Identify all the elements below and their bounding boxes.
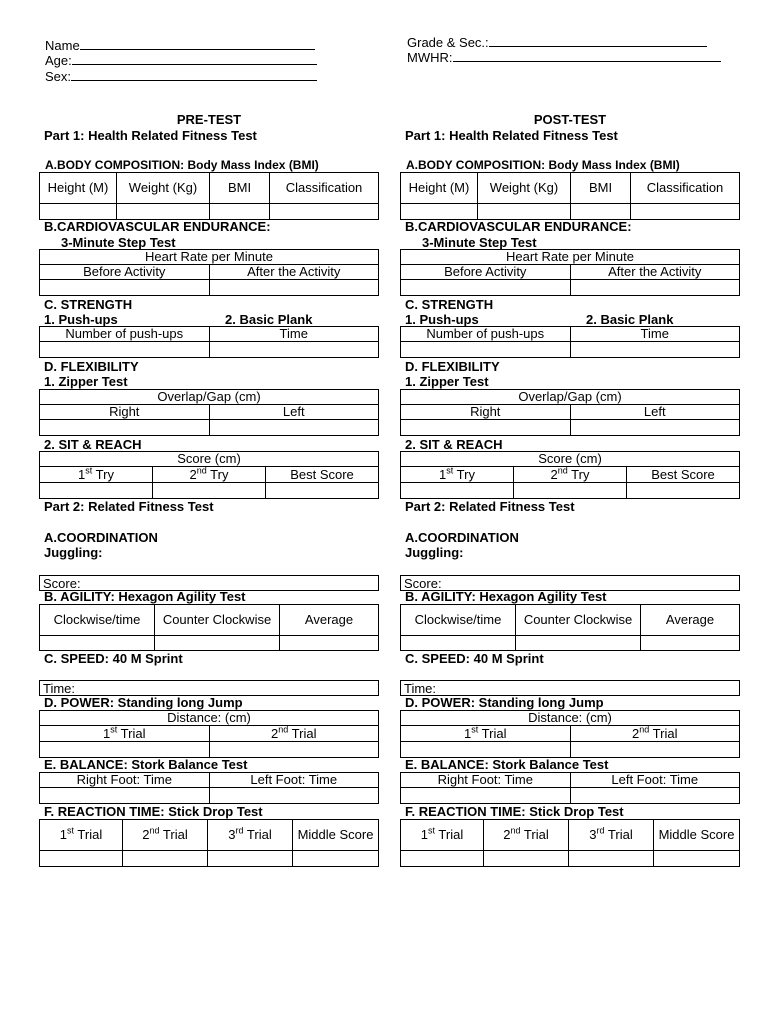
- name-label: Name: [45, 38, 80, 53]
- balance-table: [39, 772, 379, 804]
- second-trial-cell[interactable]: [570, 742, 740, 758]
- before-activity-cell[interactable]: [40, 280, 210, 296]
- sex-field: [45, 69, 317, 84]
- height-cell[interactable]: [40, 204, 117, 220]
- pushups-heading: 1. Push-ups: [405, 312, 479, 327]
- first-trial-header: 1st Trial: [401, 726, 571, 742]
- strength-table: [400, 326, 740, 358]
- left-foot-cell[interactable]: [209, 788, 379, 804]
- height-header: Height (M): [401, 173, 478, 204]
- name-field: [45, 38, 315, 53]
- sex-label: Sex:: [45, 69, 72, 84]
- agility-table: [39, 604, 379, 651]
- bmi-header: BMI: [571, 173, 631, 204]
- juggling-heading: Juggling:: [44, 545, 103, 560]
- third-trial-cell[interactable]: [569, 851, 654, 867]
- first-trial-header: 1st Trial: [401, 820, 484, 851]
- middle-score-header: Middle Score: [654, 820, 740, 851]
- sit-reach-table: [400, 451, 740, 499]
- zipper-left-cell[interactable]: [570, 420, 740, 436]
- second-trial-cell[interactable]: [209, 742, 379, 758]
- reaction-heading: F. REACTION TIME: Stick Drop Test: [405, 804, 624, 819]
- name-input-line[interactable]: [80, 38, 315, 50]
- left-foot-header: Left Foot: Time: [209, 773, 379, 788]
- bmi-header: BMI: [210, 173, 270, 204]
- second-try-cell[interactable]: [514, 483, 627, 499]
- classification-cell[interactable]: [631, 204, 740, 220]
- best-score-cell[interactable]: [627, 483, 740, 499]
- height-cell[interactable]: [401, 204, 478, 220]
- score-cm-header: Score (cm): [40, 452, 379, 467]
- best-score-cell[interactable]: [266, 483, 379, 499]
- zipper-table: [39, 389, 379, 436]
- before-activity-header: Before Activity: [401, 265, 571, 280]
- age-input-line[interactable]: [72, 53, 317, 65]
- second-trial-header: 2nd Trial: [484, 820, 569, 851]
- height-header: Height (M): [40, 173, 117, 204]
- test-title: POST-TEST: [533, 112, 607, 127]
- sprint-time-box[interactable]: [400, 680, 740, 696]
- num-pushups-header: Number of push-ups: [401, 327, 571, 342]
- counter-clockwise-header: Counter Clockwise: [155, 605, 280, 636]
- juggling-heading: Juggling:: [405, 545, 464, 560]
- left-foot-header: Left Foot: Time: [570, 773, 740, 788]
- zipper-right-cell[interactable]: [401, 420, 571, 436]
- bmi-table: [400, 172, 740, 220]
- part1-heading: Part 1: Health Related Fitness Test: [44, 128, 257, 143]
- heart-rate-header: Heart Rate per Minute: [40, 250, 379, 265]
- before-activity-header: Before Activity: [40, 265, 210, 280]
- after-activity-header: After the Activity: [570, 265, 740, 280]
- second-try-header: 2nd Try: [514, 467, 627, 483]
- sprint-time-box[interactable]: [39, 680, 379, 696]
- balance-table: [400, 772, 740, 804]
- classification-header: Classification: [631, 173, 740, 204]
- after-activity-cell[interactable]: [209, 280, 379, 296]
- sit-reach-table: [39, 451, 379, 499]
- sex-input-line[interactable]: [71, 69, 317, 81]
- first-trial-cell[interactable]: [401, 851, 484, 867]
- step-test-heading: 3-Minute Step Test: [61, 235, 176, 250]
- right-foot-cell[interactable]: [401, 788, 571, 804]
- plank-heading: 2. Basic Plank: [225, 312, 313, 327]
- flexibility-heading: D. FLEXIBILITY: [44, 359, 139, 374]
- bmi-cell[interactable]: [571, 204, 631, 220]
- part1-heading: Part 1: Health Related Fitness Test: [405, 128, 618, 143]
- zipper-right-cell[interactable]: [40, 420, 210, 436]
- power-table: [39, 710, 379, 758]
- cardio-heading: B.CARDIOVASCULAR ENDURANCE:: [44, 219, 271, 234]
- left-header: Left: [570, 405, 740, 420]
- zipper-heading: 1. Zipper Test: [405, 374, 489, 389]
- plank-time-header: Time: [209, 327, 379, 342]
- right-foot-header: Right Foot: Time: [401, 773, 571, 788]
- cardio-table: [400, 249, 740, 296]
- left-foot-cell[interactable]: [570, 788, 740, 804]
- first-trial-header: 1st Trial: [40, 726, 210, 742]
- cardio-table: [39, 249, 379, 296]
- best-score-header: Best Score: [266, 467, 379, 483]
- best-score-header: Best Score: [627, 467, 740, 483]
- score-label: Score:: [43, 576, 81, 591]
- average-header: Average: [280, 605, 379, 636]
- test-title: PRE-TEST: [176, 112, 242, 127]
- distance-header: Distance: (cm): [40, 711, 379, 726]
- weight-cell[interactable]: [117, 204, 210, 220]
- plank-time-cell[interactable]: [209, 342, 379, 358]
- first-trial-cell[interactable]: [401, 742, 571, 758]
- right-header: Right: [401, 405, 571, 420]
- flexibility-heading: D. FLEXIBILITY: [405, 359, 500, 374]
- classification-header: Classification: [270, 173, 379, 204]
- body-composition-heading: A.BODY COMPOSITION: Body Mass Index (BMI): [45, 158, 319, 172]
- plank-heading: 2. Basic Plank: [586, 312, 674, 327]
- mwhr-input-line[interactable]: [453, 50, 721, 62]
- agility-heading: B. AGILITY: Hexagon Agility Test: [405, 589, 607, 604]
- first-trial-cell[interactable]: [40, 851, 123, 867]
- right-foot-header: Right Foot: Time: [40, 773, 210, 788]
- second-try-cell[interactable]: [153, 483, 266, 499]
- plank-time-cell[interactable]: [570, 342, 740, 358]
- second-trial-header: 2nd Trial: [570, 726, 740, 742]
- sit-reach-heading: 2. SIT & REACH: [44, 437, 142, 452]
- coordination-heading: A.COORDINATION: [44, 530, 158, 545]
- age-field: [45, 53, 317, 68]
- middle-score-cell[interactable]: [293, 851, 379, 867]
- middle-score-header: Middle Score: [293, 820, 379, 851]
- balance-heading: E. BALANCE: Stork Balance Test: [44, 757, 248, 772]
- time-label: Time:: [404, 681, 437, 696]
- grade-field: [407, 35, 707, 50]
- clockwise-cell[interactable]: [40, 636, 155, 651]
- reaction-table: [39, 819, 379, 867]
- bmi-cell[interactable]: [210, 204, 270, 220]
- pushups-cell[interactable]: [401, 342, 571, 358]
- second-trial-cell[interactable]: [123, 851, 208, 867]
- average-cell[interactable]: [280, 636, 379, 651]
- strength-heading: C. STRENGTH: [44, 297, 133, 312]
- plank-time-header: Time: [570, 327, 740, 342]
- weight-header: Weight (Kg): [478, 173, 571, 204]
- reaction-table: [400, 819, 740, 867]
- speed-heading: C. SPEED: 40 M Sprint: [405, 651, 544, 666]
- third-trial-header: 3rd Trial: [208, 820, 293, 851]
- part2-heading: Part 2: Related Fitness Test: [44, 499, 214, 514]
- time-label: Time:: [43, 681, 76, 696]
- mwhr-label: MWHR:: [407, 50, 453, 65]
- right-header: Right: [40, 405, 210, 420]
- clockwise-cell[interactable]: [401, 636, 516, 651]
- step-test-heading: 3-Minute Step Test: [422, 235, 537, 250]
- right-foot-cell[interactable]: [40, 788, 210, 804]
- pushups-cell[interactable]: [40, 342, 210, 358]
- first-try-cell[interactable]: [401, 483, 514, 499]
- first-trial-header: 1st Trial: [40, 820, 123, 851]
- first-try-header: 1st Try: [401, 467, 514, 483]
- first-try-header: 1st Try: [40, 467, 153, 483]
- balance-heading: E. BALANCE: Stork Balance Test: [405, 757, 609, 772]
- second-trial-cell[interactable]: [484, 851, 569, 867]
- overlap-header: Overlap/Gap (cm): [40, 390, 379, 405]
- left-header: Left: [209, 405, 379, 420]
- weight-cell[interactable]: [478, 204, 571, 220]
- counter-cell[interactable]: [516, 636, 641, 651]
- third-trial-header: 3rd Trial: [569, 820, 654, 851]
- body-composition-heading: A.BODY COMPOSITION: Body Mass Index (BMI): [406, 158, 680, 172]
- clockwise-header: Clockwise/time: [401, 605, 516, 636]
- score-cm-header: Score (cm): [401, 452, 740, 467]
- zipper-left-cell[interactable]: [209, 420, 379, 436]
- first-try-cell[interactable]: [40, 483, 153, 499]
- after-activity-header: After the Activity: [209, 265, 379, 280]
- part2-heading: Part 2: Related Fitness Test: [405, 499, 575, 514]
- age-label: Age:: [45, 53, 72, 68]
- strength-heading: C. STRENGTH: [405, 297, 494, 312]
- before-activity-cell[interactable]: [401, 280, 571, 296]
- overlap-header: Overlap/Gap (cm): [401, 390, 740, 405]
- weight-header: Weight (Kg): [117, 173, 210, 204]
- bmi-table: [39, 172, 379, 220]
- third-trial-cell[interactable]: [208, 851, 293, 867]
- score-label: Score:: [404, 576, 442, 591]
- power-heading: D. POWER: Standing long Jump: [405, 695, 604, 710]
- average-cell[interactable]: [641, 636, 740, 651]
- second-try-header: 2nd Try: [153, 467, 266, 483]
- coordination-heading: A.COORDINATION: [405, 530, 519, 545]
- after-activity-cell[interactable]: [570, 280, 740, 296]
- second-trial-header: 2nd Trial: [209, 726, 379, 742]
- zipper-heading: 1. Zipper Test: [44, 374, 128, 389]
- power-table: [400, 710, 740, 758]
- mwhr-field: [407, 50, 721, 65]
- agility-table: [400, 604, 740, 651]
- grade-input-line[interactable]: [489, 35, 707, 47]
- middle-score-cell[interactable]: [654, 851, 740, 867]
- speed-heading: C. SPEED: 40 M Sprint: [44, 651, 183, 666]
- first-trial-cell[interactable]: [40, 742, 210, 758]
- agility-heading: B. AGILITY: Hexagon Agility Test: [44, 589, 246, 604]
- num-pushups-header: Number of push-ups: [40, 327, 210, 342]
- clockwise-header: Clockwise/time: [40, 605, 155, 636]
- sit-reach-heading: 2. SIT & REACH: [405, 437, 503, 452]
- power-heading: D. POWER: Standing long Jump: [44, 695, 243, 710]
- reaction-heading: F. REACTION TIME: Stick Drop Test: [44, 804, 263, 819]
- heart-rate-header: Heart Rate per Minute: [401, 250, 740, 265]
- average-header: Average: [641, 605, 740, 636]
- counter-clockwise-header: Counter Clockwise: [516, 605, 641, 636]
- distance-header: Distance: (cm): [401, 711, 740, 726]
- zipper-table: [400, 389, 740, 436]
- strength-table: [39, 326, 379, 358]
- pushups-heading: 1. Push-ups: [44, 312, 118, 327]
- second-trial-header: 2nd Trial: [123, 820, 208, 851]
- counter-cell[interactable]: [155, 636, 280, 651]
- grade-label: Grade & Sec.:: [407, 35, 489, 50]
- classification-cell[interactable]: [270, 204, 379, 220]
- cardio-heading: B.CARDIOVASCULAR ENDURANCE:: [405, 219, 632, 234]
